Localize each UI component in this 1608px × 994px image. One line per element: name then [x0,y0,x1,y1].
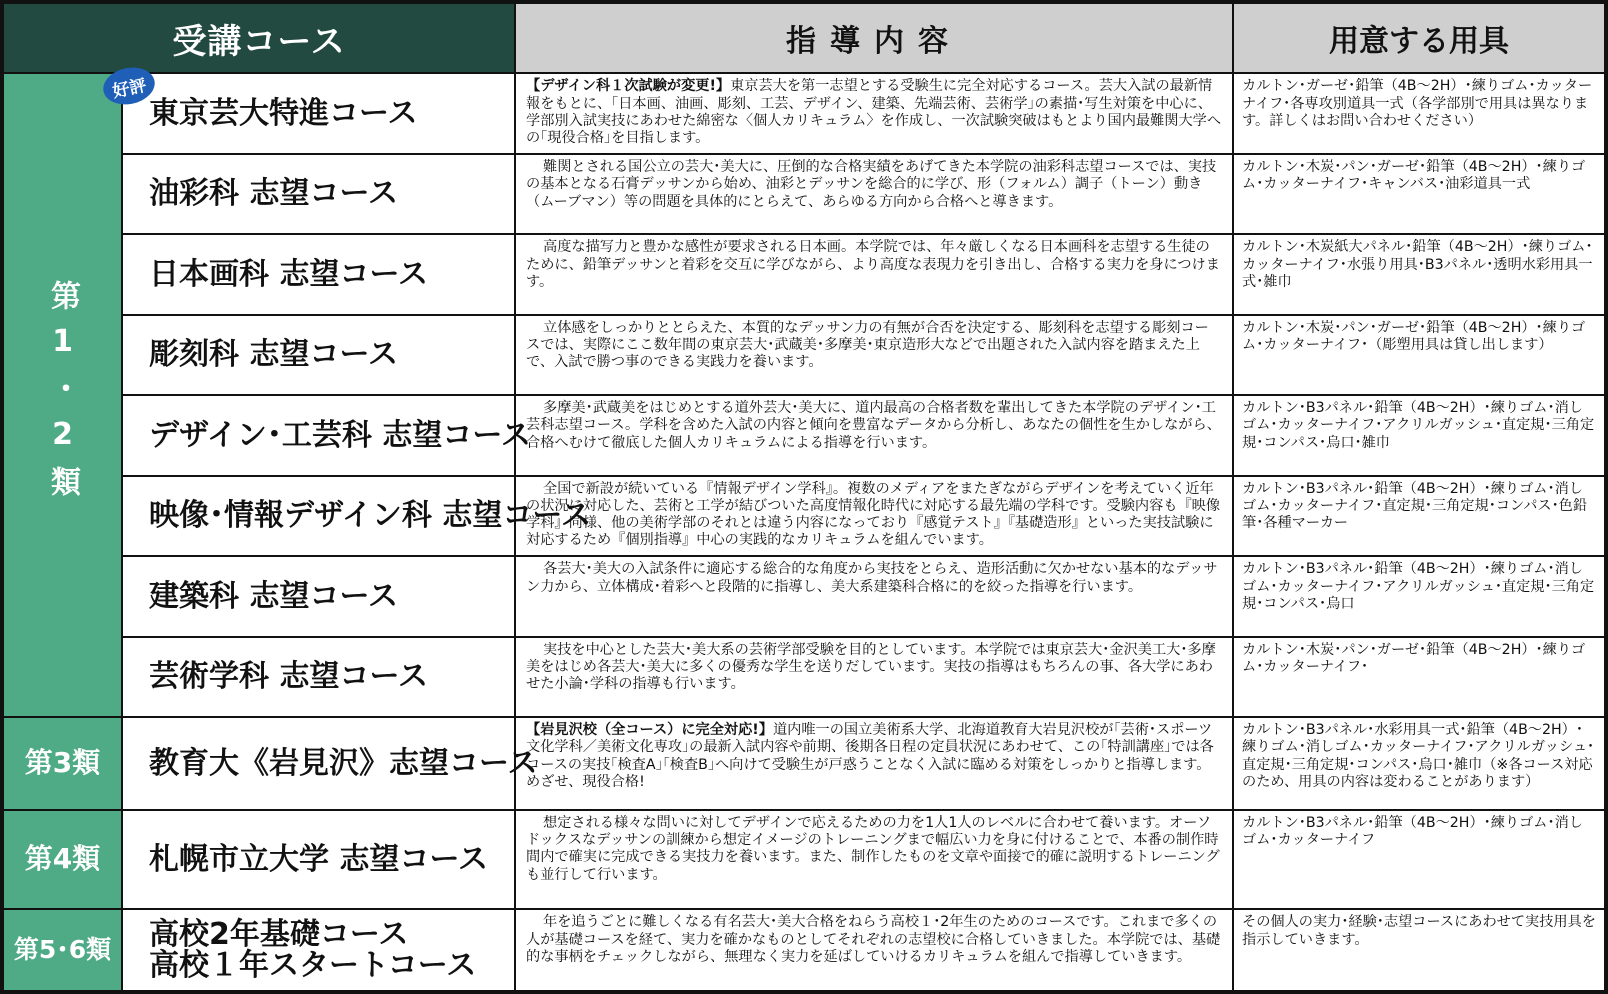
course-desc-text: 東京芸大を第一志望とする受験生に完全対応するコース。芸大入試の最新情報をもとに、｢日本画、油画、彫刻、工芸、デザイン、建築、先端芸術、芸術学｣の素描･写生対策を中心に、学部別入試実技にあわせた綿密な〈個人カリキュラム〉を作成し、一次試験突破はもとより国内最難関大学への｢現役合格｣を目指します。 [526,78,1222,147]
table-row [2,556,1606,636]
course-description: 全国で新設が続いている『情報デザイン学科』。複数のメディアをまたぎながらデザインを考えていく近年の状況に対応した、芸術と工学が結びついた高度情報化時代に対応する最先端の学科です。受験内容も『映像学科』同様、他の美術学部のそれとは違う内容になっており『感覚テスト』『基礎造形』といった実技試験に対応するため『個別指導』中心の実践的なカリキュラムを組んでいます。 [515,476,1233,557]
category-1-2: 第1・2類 [2,73,122,717]
course-name-text: 油彩科 志望コース [149,176,398,212]
course-description: 実技を中心とした芸大･美大系の芸術学部受験を目的としています。本学院では東京芸大･金沢美工大･多摩美をはじめ各芸大･美大に多くの優秀な学生を送りだしています。実技の指導はもちろんの事、各大学にあわせた小論･学科の指導も行います。 [515,637,1233,717]
header-content: 指導内容 [515,2,1233,73]
course-lead: 【岩見沢校（全コース）に完全対応!】 [526,722,773,739]
course-description: 年を追うごとに難しくなる有名芸大･美大合格をねらう高校１･2年生のためのコースです。これまで多くの人が基礎コースを経て、実力を確かなものとしてそれぞれの志望校に合格していきました。本学院では、基礎的な事柄をチェックしながら、無理なく実力を延ばしていけるカリキュラムを組んで指導していきます。 [515,909,1233,992]
course-description: 多摩美･武蔵美をはじめとする道外芸大･美大に、道内最高の合格者数を輩出してきた本学院のデザイン･工芸科志望コース。学科を含めた入試の内容と傾向を豊富なデータから分析し、あなたの個性を生かしながら、合格へむけて徹底した個人カリキュラムによる指導を行います。 [515,395,1233,475]
table-row [2,315,1606,395]
course-description: 立体感をしっかりととらえた、本質的なデッサン力の有無が合否を決定する、彫刻科を志望する彫刻コースでは、実際にここ数年間の東京芸大･武蔵美･多摩美･東京造形大などで出題された入試内容を踏まえた上で、入試で勝つ事のできる実践力を養います。 [515,315,1233,395]
course-name [122,395,531,475]
course-description: 各芸大･美大の入試条件に適応する総合的な角度から実技をとらえ、造形活動に欠かせない基本的なデッサン力から、立体構成･着彩へと段階的に指導し、美大系建築科合格に的を絞った指導を行います。 [515,556,1233,636]
course-tools: カルトン･B3パネル･鉛筆（4B～2H）･練りゴム･消しゴム･カッターナイフ･直定規･三角定規･コンパス･色鉛筆･各種マーカー [1233,476,1606,557]
course-name-text: 映像･情報デザイン科 志望コース [149,498,591,534]
table-row [2,909,1606,992]
course-description [515,717,1233,810]
course-description: 想定される様々な問いに対してデザインで応えるための力を1人1人のレベルに合わせて養います。オーソドックスなデッサンの訓練から想定イメージのトレーニングまで幅広い力を身に付けることで、本番の制作時間内で確実に完成できる実技力を養います。また、制作したものを文章や面接で的確に説明するトレーニングも並行して行います。 [515,810,1233,910]
category-4: 第4類 [2,810,122,910]
course-tools: カルトン･B3パネル･鉛筆（4B～2H）･練りゴム･消しゴム･カッターナイフ･アクリルガッシュ･直定規･三角定規･コンパス･烏口 [1233,556,1606,636]
course-tools: カルトン･B3パネル･水彩用具一式･鉛筆（4B～2H）･練りゴム･消しゴム･カッターナイフ･アクリルガッシュ･直定規･三角定規･コンパス･烏口･雑巾（※各コース対応のため、用具の内容は変わることがあります） [1233,717,1606,810]
course-name [110,73,515,154]
course-tools: カルトン･木炭紙大パネル･鉛筆（4B～2H）･練りゴム･カッターナイフ･水張り用具･B3パネル･透明水彩用具一式･雑巾 [1233,234,1606,314]
course-name-text: 日本画科 志望コース [149,256,428,292]
course-description: 高度な描写力と豊かな感性が要求される日本画。本学院では、年々厳しくなる日本画科を志望する生徒のために、鉛筆デッサンと着彩を交互に学びながら、より高度な表現力を引き出し、合格する実力を身につけます。 [515,234,1233,314]
course-tools: カルトン･B3パネル･鉛筆（4B～2H）･練りゴム･消しゴム･カッターナイフ･アクリルガッシュ･直定規･三角定規･コンパス･烏口･雑巾 [1233,395,1606,475]
course-name-text: 建築科 志望コース [149,578,398,614]
course-description [515,73,1233,154]
course-tools: カルトン･ガーゼ･鉛筆（4B～2H）･練りゴム･カッターナイフ･各専攻別道具一式（各学部別で用具は異なります。詳しくはお問い合わせください） [1233,73,1606,154]
course-name-line-2: 高校１年スタートコース [149,948,477,984]
table-row [2,234,1606,314]
header-tools: 用意する用具 [1233,2,1606,73]
course-name [122,637,515,717]
course-name-text: デザイン･工芸科 志望コース [149,417,531,453]
course-name [122,234,515,314]
table-row [2,637,1606,717]
course-name [122,315,515,395]
category-3: 第3類 [2,717,122,810]
course-lead: 【デザイン科１次試験が変更!】 [526,78,731,95]
course-tools: カルトン･木炭･パン･ガーゼ･鉛筆（4B～2H）･練りゴム･カッターナイフ･（彫塑用具は貸し出します） [1233,315,1606,395]
table-row [2,810,1606,910]
course-tools: カルトン･B3パネル･鉛筆（4B～2H）･練りゴム･消しゴム･カッターナイフ [1233,810,1606,910]
course-desc-text: 道内唯一の国立美術系大学、北海道教育大岩見沢校が｢芸術･スポーツ文化学科／美術文化専攻｣の最新入試内容や前期、後期各日程の定員状況にあわせて、この｢特訓講座｣では各コースの実技｢検査A｣｢検査B｣へ向けて受験生が戸惑うことなく入試に臨める対策をしっかりと指導します。めざせ、現役合格! [526,722,1214,790]
course-name-text: 札幌市立大学 志望コース [149,841,488,877]
course-name [122,717,538,810]
course-name-text: 芸術学科 志望コース [149,659,428,695]
popular-badge: 好評 [100,63,158,109]
course-description: 難関とされる国公立の芸大･美大に、圧倒的な合格実績をあげてきた本学院の油彩科志望コースでは、実技の基本となる石膏デッサンから始め、油彩とデッサンを総合的に学び、形（フォルム）調子（トーン）動き（ムーブマン）等の問題を具体的にとらえて、あらゆる方向から合格へと導きます。 [515,154,1233,234]
course-name [122,909,515,992]
course-tools: カルトン･木炭･パン･ガーゼ･鉛筆（4B～2H）･練りゴム･カッターナイフ･ [1233,637,1606,717]
course-name-text: 東京芸大特進コース [149,95,418,131]
course-name [122,556,515,636]
course-tools: カルトン･木炭･パン･ガーゼ･鉛筆（4B～2H）･練りゴム･カッターナイフ･キャンバス･油彩道具一式 [1233,154,1606,234]
header-course: 受講コース [2,2,515,73]
table-row [2,395,1606,475]
table-header-row [2,2,1606,73]
course-name [122,810,515,910]
table-row [2,717,1606,810]
course-name [122,154,515,234]
course-name-line-1: 高校2年基礎コース [149,916,409,952]
course-tools: その個人の実力･経験･志望コースにあわせて実技用具を指示していきます。 [1233,909,1606,992]
category-5-6: 第5･6類 [2,909,122,992]
course-name-text: 彫刻科 志望コース [149,337,398,373]
course-name-text: 教育大《岩見沢》志望コース [149,745,538,781]
table-row [2,154,1606,234]
table-row [2,476,1606,557]
course-name [122,476,591,557]
table-row [2,73,1606,154]
